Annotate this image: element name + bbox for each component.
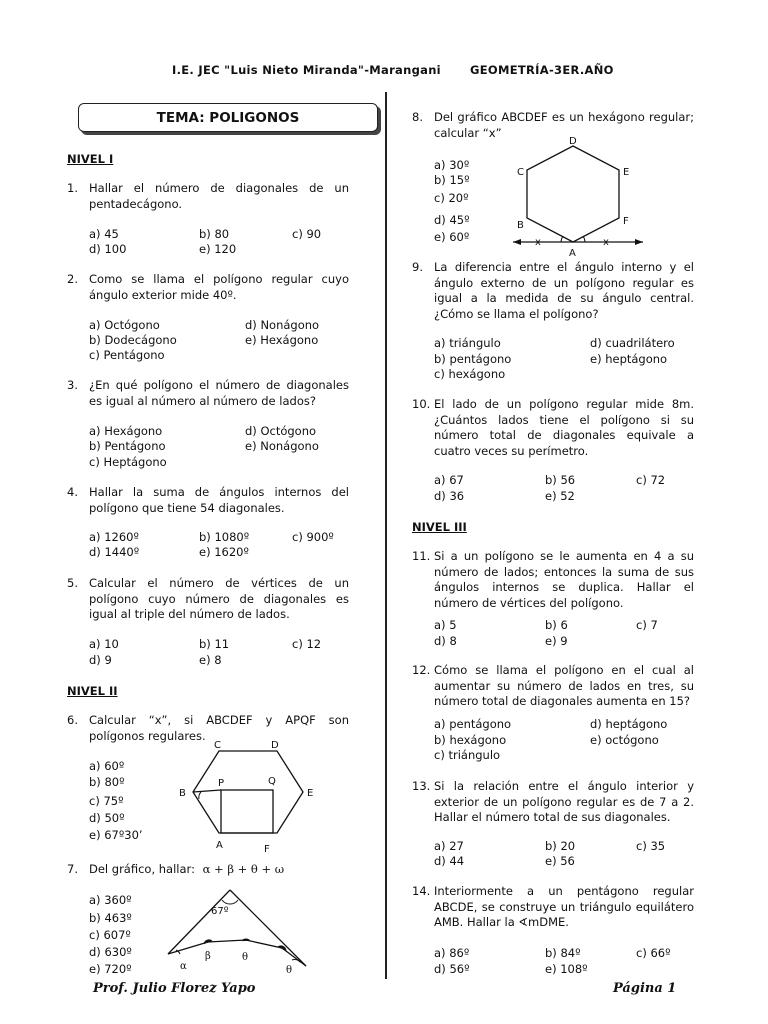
- question-number: 12.: [412, 663, 431, 677]
- option: c) 66º: [636, 946, 671, 960]
- option: d) cuadrilátero: [590, 336, 675, 350]
- question-number: 1.: [67, 181, 78, 195]
- angle-label-theta: θ: [286, 965, 293, 976]
- vertex-label-f: F: [264, 844, 270, 855]
- option: b) pentágono: [434, 352, 512, 366]
- option: a) Hexágono: [89, 424, 163, 438]
- option: a) 45: [89, 227, 119, 241]
- option: d) 8: [434, 634, 457, 648]
- option: d) 100: [89, 242, 127, 256]
- option: b) 20: [545, 839, 576, 853]
- option: d) Octógono: [245, 424, 317, 438]
- level-1-heading: NIVEL I: [67, 152, 114, 166]
- option: a) 60º: [89, 759, 125, 773]
- vertex-label-b: B: [179, 788, 186, 799]
- option: b) 463º: [89, 911, 132, 925]
- question-text: La diferencia entre el ángulo interno y el ángulo externo de un polígono regular es igual a la medida de su ángulo central. ¿Cómo se llama el polígono?: [434, 260, 694, 321]
- vertex-label-c: C: [517, 167, 524, 178]
- option: e) 52: [545, 489, 575, 503]
- hexagon-square-figure: [175, 737, 335, 857]
- option: d) heptágono: [590, 717, 668, 731]
- question-number: 11.: [412, 549, 431, 563]
- question-text: Interiormente a un pentágono regular ABCDE, se construye un triángulo equilátero AMB. Hallar la ∢mDME.: [434, 884, 694, 929]
- angle-label-67: 67º: [211, 906, 229, 917]
- option: e) Hexágono: [245, 333, 319, 347]
- option: b) Pentágono: [89, 439, 166, 453]
- question-number: 14.: [412, 884, 431, 898]
- question-number: 9.: [412, 260, 423, 274]
- author-footer: Prof. Julio Florez Yapo: [93, 981, 256, 996]
- option: b) 56: [545, 473, 576, 487]
- option: c) 900º: [292, 530, 334, 544]
- question-text: Hallar el número de diagonales de un pentadecágono.: [89, 181, 349, 211]
- option: b) hexágono: [434, 733, 507, 747]
- option: c) 12: [292, 637, 322, 651]
- option: a) 30º: [434, 158, 470, 172]
- question-text: ¿En qué polígono el número de diagonales es igual al número al número de lados?: [89, 378, 349, 408]
- option: c) Pentágono: [89, 348, 165, 362]
- vertex-label-b: B: [517, 220, 524, 231]
- option: b) 1080º: [199, 530, 250, 544]
- course-header: GEOMETRÍA-3ER.AÑO: [470, 63, 614, 77]
- vertex-label-d: D: [569, 136, 577, 147]
- option: c) 90: [292, 227, 322, 241]
- vertex-label-d: D: [271, 740, 279, 751]
- topic-box: TEMA: POLIGONOS: [78, 103, 378, 132]
- option: a) 360º: [89, 893, 132, 907]
- question-text: Cómo se llama el polígono en el cual al aumentar su número de lados en tres, su número total de diagonales aumenta en 15?: [434, 663, 694, 708]
- option: e) 120: [199, 242, 237, 256]
- option: d) 44: [434, 854, 465, 868]
- triangle-figure: [160, 882, 350, 977]
- question-text: El lado de un polígono regular mide 8m. ¿Cuántos lados tiene el polígono si su número total de diagonales equivale a cuatro veces su perímetro.: [434, 397, 694, 458]
- option: a) Octógono: [89, 318, 160, 332]
- option: e) 9: [545, 634, 568, 648]
- angle-label-x: x: [535, 237, 541, 248]
- page-number: Página 1: [613, 981, 677, 996]
- question-number: 5.: [67, 576, 78, 590]
- question-text-row: [89, 862, 349, 878]
- option: c) Heptágono: [89, 455, 167, 469]
- question-text: Si a un polígono se le aumenta en 4 a su número de lados; entonces la suma de sus ángulos internos se duplica. Hallar el número de vértices del polígono.: [434, 549, 694, 610]
- option: e) 1620º: [199, 545, 249, 559]
- option: a) 10: [89, 637, 119, 651]
- option: a) triángulo: [434, 336, 501, 350]
- option: c) 75º: [89, 794, 124, 808]
- option: c) 35: [636, 839, 666, 853]
- question-text: Como se llama el polígono regular cuyo ángulo exterior mide 40º.: [89, 272, 349, 302]
- question-text: Calcular el número de vértices de un polígono cuyo número de diagonales es igual al triple del número de lados.: [89, 576, 349, 621]
- question-number: 6.: [67, 713, 78, 727]
- hexagon-figure: [505, 136, 655, 258]
- option: e) 720º: [89, 962, 132, 976]
- angle-label-theta: θ: [242, 952, 249, 963]
- option: a) 86º: [434, 946, 470, 960]
- angle-label-x: x: [603, 237, 609, 248]
- option: a) 27: [434, 839, 464, 853]
- question-number: 10.: [412, 397, 431, 411]
- option: c) 607º: [89, 928, 131, 942]
- level-3-heading: NIVEL III: [412, 520, 467, 534]
- option: e) 8: [199, 653, 222, 667]
- option: c) 7: [636, 618, 658, 632]
- option: e) 60º: [434, 230, 470, 244]
- option: a) pentágono: [434, 717, 512, 731]
- question-text: Del gráfico, hallar:: [89, 862, 195, 876]
- option: d) 1440º: [89, 545, 140, 559]
- option: e) Nonágono: [245, 439, 319, 453]
- option: b) 6: [545, 618, 568, 632]
- vertex-label-c: C: [214, 740, 221, 751]
- question-number: 7.: [67, 862, 78, 876]
- vertex-label-e: E: [307, 788, 314, 799]
- option: d) 56º: [434, 962, 470, 976]
- option: b) 15º: [434, 173, 470, 187]
- option: e) 56: [545, 854, 575, 868]
- vertex-label-a: A: [569, 248, 576, 259]
- option: d) 45º: [434, 213, 470, 227]
- option: e) 67º30’: [89, 828, 143, 842]
- formula: α + β + θ + ω: [202, 862, 285, 876]
- option: e) 108º: [545, 962, 588, 976]
- option: e) octógono: [590, 733, 659, 747]
- school-header: I.E. JEC "Luis Nieto Miranda"-Marangani: [172, 63, 441, 77]
- vertex-label-a: A: [216, 840, 223, 851]
- question-text: Del gráfico ABCDEF es un hexágono regular; calcular “x”: [434, 110, 694, 140]
- option: b) 80: [199, 227, 230, 241]
- question-text: Si la relación entre el ángulo interior y exterior de un polígono regular es de 7 a 2. Hallar el número total de sus diagonales.: [434, 779, 694, 824]
- option: c) 72: [636, 473, 666, 487]
- option: b) 80º: [89, 775, 125, 789]
- question-text: Hallar la suma de ángulos internos del polígono que tiene 54 diagonales.: [89, 485, 349, 515]
- question-number: 2.: [67, 272, 78, 286]
- option: a) 67: [434, 473, 464, 487]
- option: d) Nonágono: [245, 318, 320, 332]
- vertex-label-f: F: [623, 216, 629, 227]
- option: c) triángulo: [434, 748, 501, 762]
- column-divider: [385, 92, 387, 979]
- option: d) 630º: [89, 945, 132, 959]
- question-number: 4.: [67, 485, 78, 499]
- option: b) 84º: [545, 946, 581, 960]
- option: d) 36: [434, 489, 465, 503]
- option: a) 5: [434, 618, 457, 632]
- vertex-label-e: E: [623, 167, 630, 178]
- question-number: 13.: [412, 779, 431, 793]
- option: c) 20º: [434, 191, 469, 205]
- question-text: Calcular “x”, si ABCDEF y APQF son polígonos regulares.: [89, 713, 349, 743]
- option: e) heptágono: [590, 352, 668, 366]
- vertex-label-q: Q: [268, 776, 276, 787]
- option: b) Dodecágono: [89, 333, 177, 347]
- option: a) 1260º: [89, 530, 139, 544]
- option: d) 50º: [89, 811, 125, 825]
- option: b) 11: [199, 637, 230, 651]
- vertex-label-p: P: [218, 778, 225, 789]
- option: d) 9: [89, 653, 112, 667]
- angle-label-beta: β: [205, 951, 211, 962]
- level-2-heading: NIVEL II: [67, 684, 118, 698]
- question-number: 8.: [412, 110, 423, 124]
- angle-label-alpha: α: [180, 961, 187, 972]
- option: c) hexágono: [434, 367, 506, 381]
- question-number: 3.: [67, 378, 78, 392]
